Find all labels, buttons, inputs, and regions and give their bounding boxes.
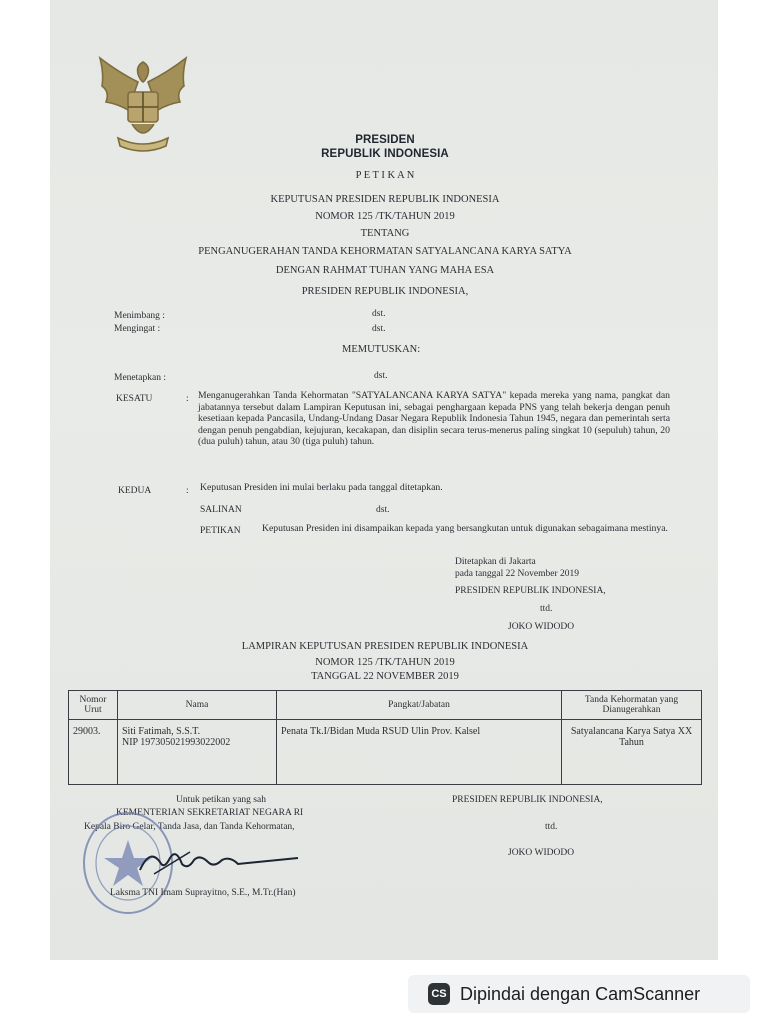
cell-nomor: 29003. (69, 720, 118, 785)
lampiran-title: LAMPIRAN KEPUTUSAN PRESIDEN REPUBLIK INDONESIA (241, 641, 529, 652)
recipient-name: Siti Fatimah, S.S.T. (122, 726, 201, 737)
header-petikan: P E T I K A N (355, 170, 415, 181)
kedua-colon: : (186, 486, 189, 496)
kedua-label: KEDUA (118, 486, 152, 496)
recipient-nip: NIP 197305021993022002 (122, 737, 231, 748)
kesatu-label: KESATU (116, 394, 153, 404)
memutuskan-heading: MEMUTUSKAN: (342, 344, 421, 355)
kesatu-colon: : (186, 394, 189, 404)
mengingat-value: dst. (372, 324, 386, 334)
camscanner-watermark (408, 975, 750, 1013)
camscanner-text: Dipindai dengan CamScanner (460, 983, 701, 1004)
bottom-left-line1: Untuk petikan yang sah (176, 795, 266, 805)
column-header-nama: Nama (118, 691, 277, 720)
table-header-row (69, 691, 702, 720)
header-tentang: TENTANG (360, 228, 410, 239)
header-rahmat: DENGAN RAHMAT TUHAN YANG MAHA ESA (275, 265, 495, 276)
kesatu-text: Menganugerahkan Tanda Kehormatan "SATYALANCANA KARYA SATYA" kepada mereka yang nama, pangkat dan jabatannya tersebut dalam Lampiran Keputusan ini, sebagai penghargaan kepada PNS yang telah bekerja dengan penuh kesetiaan kepada Pancasila, Undang-Undang Dasar Negara Republik Indonesia Tahun 1945, negara dan pemerintah serta dengan penuh pengabdian, kejujuran, kecakapan, dan disiplin secara terus-menerus paling singkat 10 (sepuluh) tahun, 20 (dua puluh) tahun, atau 30 (tiga puluh) tahun. (198, 390, 670, 448)
lampiran-table (68, 690, 702, 785)
bottom-right-title: PRESIDEN REPUBLIK INDONESIA, (452, 795, 603, 805)
garuda-emblem-icon (88, 52, 198, 162)
header-nomor: NOMOR 125 /TK/TAHUN 2019 (315, 211, 455, 222)
signature-date: pada tanggal 22 November 2019 (455, 569, 579, 579)
signature-title: PRESIDEN REPUBLIK INDONESIA, (455, 586, 606, 596)
salinan-value: dst. (376, 505, 390, 515)
bottom-right-name: JOKO WIDODO (508, 848, 575, 858)
signature-place: Ditetapkan di Jakarta (455, 557, 536, 567)
header-keputusan: KEPUTUSAN PRESIDEN REPUBLIK INDONESIA (270, 194, 500, 205)
petikan-label: PETIKAN (200, 526, 241, 536)
bottom-right-ttd: ttd. (545, 822, 558, 832)
menetapkan-value: dst. (374, 371, 388, 381)
salinan-label: SALINAN (200, 505, 242, 515)
handwritten-signature-icon (130, 840, 310, 880)
bottom-left-line2: KEMENTERIAN SEKRETARIAT NEGARA RI (116, 808, 304, 818)
header-presiden: PRESIDEN (355, 134, 415, 146)
mengingat-label: Mengingat : (114, 324, 161, 334)
header-subject: PENGANUGERAHAN TANDA KEHORMATAN SATYALANCANA KARYA SATYA (198, 246, 572, 257)
cell-nama (118, 720, 277, 785)
table-row (69, 720, 702, 785)
column-header-pangkat: Pangkat/Jabatan (277, 691, 562, 720)
bottom-left-line3: Kepala Biro Gelar, Tanda Jasa, dan Tanda Kehormatan, (84, 822, 295, 832)
menimbang-label: Menimbang : (114, 311, 165, 321)
header-presiden-ri: PRESIDEN REPUBLIK INDONESIA, (301, 286, 469, 297)
camscanner-logo-icon: CS (428, 983, 450, 1005)
petikan-text: Keputusan Presiden ini disampaikan kepada yang bersangkutan untuk digunakan sebagaimana mestinya. (262, 523, 668, 534)
menimbang-value: dst. (372, 309, 386, 319)
signature-ttd: ttd. (540, 604, 553, 614)
menetapkan-label: Menetapkan : (114, 373, 166, 383)
lampiran-tanggal: TANGGAL 22 NOVEMBER 2019 (311, 671, 459, 682)
signature-name: JOKO WIDODO (508, 622, 575, 632)
lampiran-nomor: NOMOR 125 /TK/TAHUN 2019 (315, 657, 455, 668)
header-republik: REPUBLIK INDONESIA (321, 148, 449, 160)
column-header-tanda: Tanda Kehormatan yang Dianugerahkan (562, 691, 702, 720)
column-header-nomor: Nomor Urut (69, 691, 118, 720)
cell-tanda: Satyalancana Karya Satya XX Tahun (562, 720, 702, 785)
cell-pangkat: Penata Tk.I/Bidan Muda RSUD Ulin Prov. Kalsel (277, 720, 562, 785)
kedua-text: Keputusan Presiden ini mulai berlaku pada tanggal ditetapkan. (200, 482, 443, 493)
bottom-left-name: Laksma TNI Imam Suprayitno, S.E., M.Tr.(Han) (110, 888, 296, 898)
